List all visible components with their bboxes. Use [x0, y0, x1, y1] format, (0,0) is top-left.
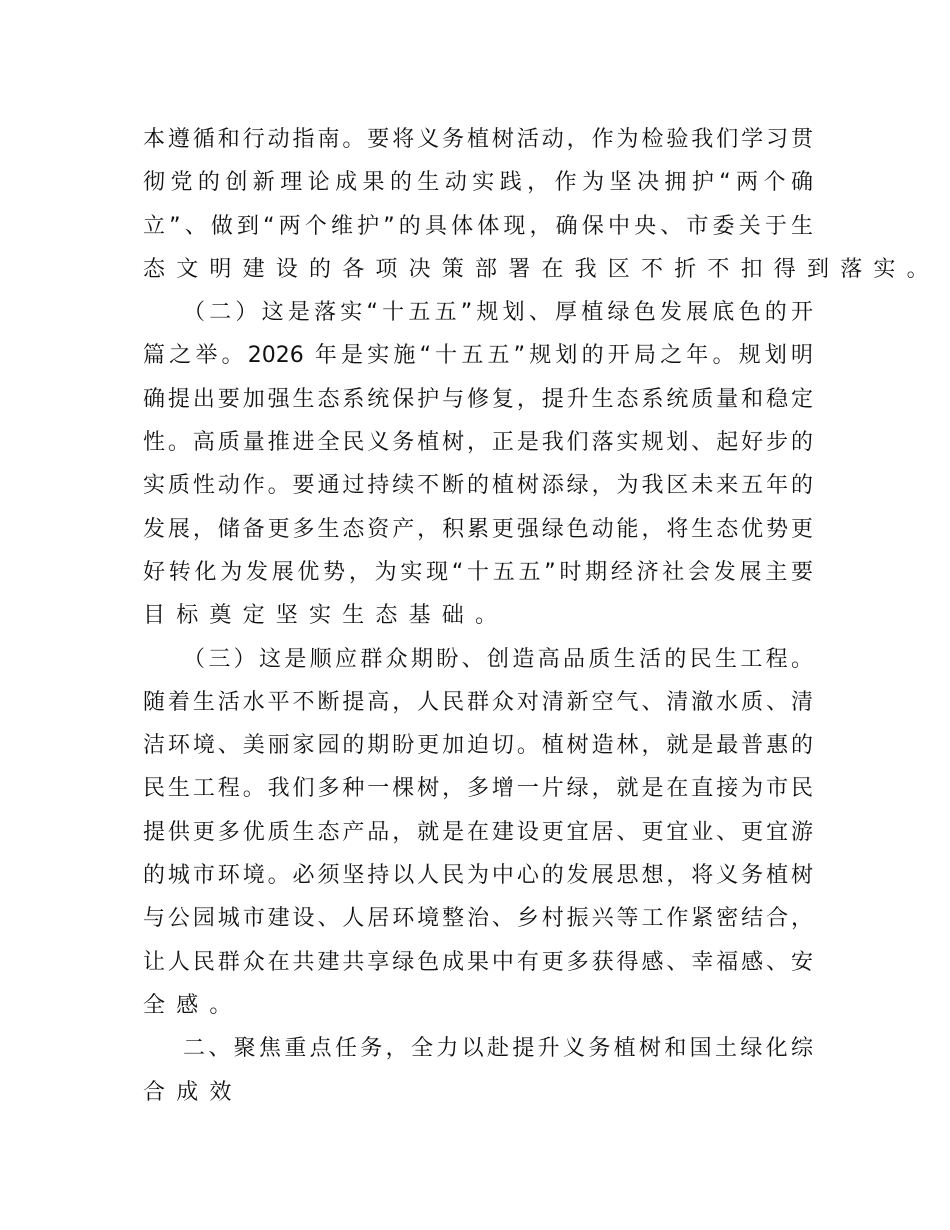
- text-line: （三）这是顺应群众期盼、创造高品质生活的民生工程。: [183, 646, 813, 672]
- text-line: 好转化为发展优势，为实现“十五五”时期经济社会发展主要: [143, 559, 813, 585]
- paragraph-intro-tail: [143, 118, 940, 291]
- document-body: [143, 118, 940, 1114]
- paragraph-section-2: [143, 291, 813, 637]
- text-line: 彻党的创新理论成果的生动实践，作为坚决拥护“两个确: [143, 170, 813, 196]
- text-line: 与公园城市建设、人居环境整治、乡村振兴等工作紧密结合，: [143, 906, 813, 932]
- text-line: 随着生活水平不断提高，人民群众对清新空气、清澈水质、清: [143, 689, 813, 715]
- text-line: 洁环境、美丽家园的期盼更加迫切。植树造林，就是最普惠的: [143, 733, 813, 759]
- text-line: 让人民群众在共建共享绿色成果中有更多获得感、幸福感、安: [143, 949, 813, 975]
- heading-line: 二、聚焦重点任务，全力以赴提升义务植树和国土绿化综: [183, 1036, 813, 1062]
- text-line: 发展，储备更多生态资产，积累更强绿色动能，将生态优势更: [143, 516, 813, 542]
- text-line: 全感。: [143, 992, 243, 1018]
- text-line: 本遵循和行动指南。要将义务植树活动，作为检验我们学习贯: [143, 127, 813, 152]
- text-line: （二）这是落实“十五五”规划、厚植绿色发展底色的开: [183, 300, 813, 326]
- text-line: 立”、做到“两个维护”的具体体现，确保中央、市委关于生: [143, 213, 813, 239]
- text-line: 的城市环境。必须坚持以人民为中心的发展思想，将义务植树: [143, 863, 813, 889]
- text-line: 态文明建设的各项决策部署在我区不折不扣得到落实。: [143, 256, 940, 282]
- text-line: 目标奠定坚实生态基础。: [143, 603, 509, 629]
- heading-line: 合成效: [143, 1079, 243, 1105]
- section-heading-2: [143, 1027, 813, 1114]
- text-line: 确提出要加强生态系统保护与修复，提升生态系统质量和稳定: [143, 386, 813, 412]
- text-line: 民生工程。我们多种一棵树，多增一片绿，就是在直接为市民: [143, 776, 813, 802]
- text-line: 实质性动作。要通过持续不断的植树添绿，为我区未来五年的: [143, 473, 813, 499]
- text-line: 篇之举。2026 年是实施“十五五”规划的开局之年。规划明: [143, 343, 813, 369]
- text-line: 提供更多优质生态产品，就是在建设更宜居、更宜业、更宜游: [143, 819, 813, 845]
- text-line: 性。高质量推进全民义务植树，正是我们落实规划、起好步的: [143, 430, 813, 456]
- paragraph-section-3: [143, 638, 813, 1028]
